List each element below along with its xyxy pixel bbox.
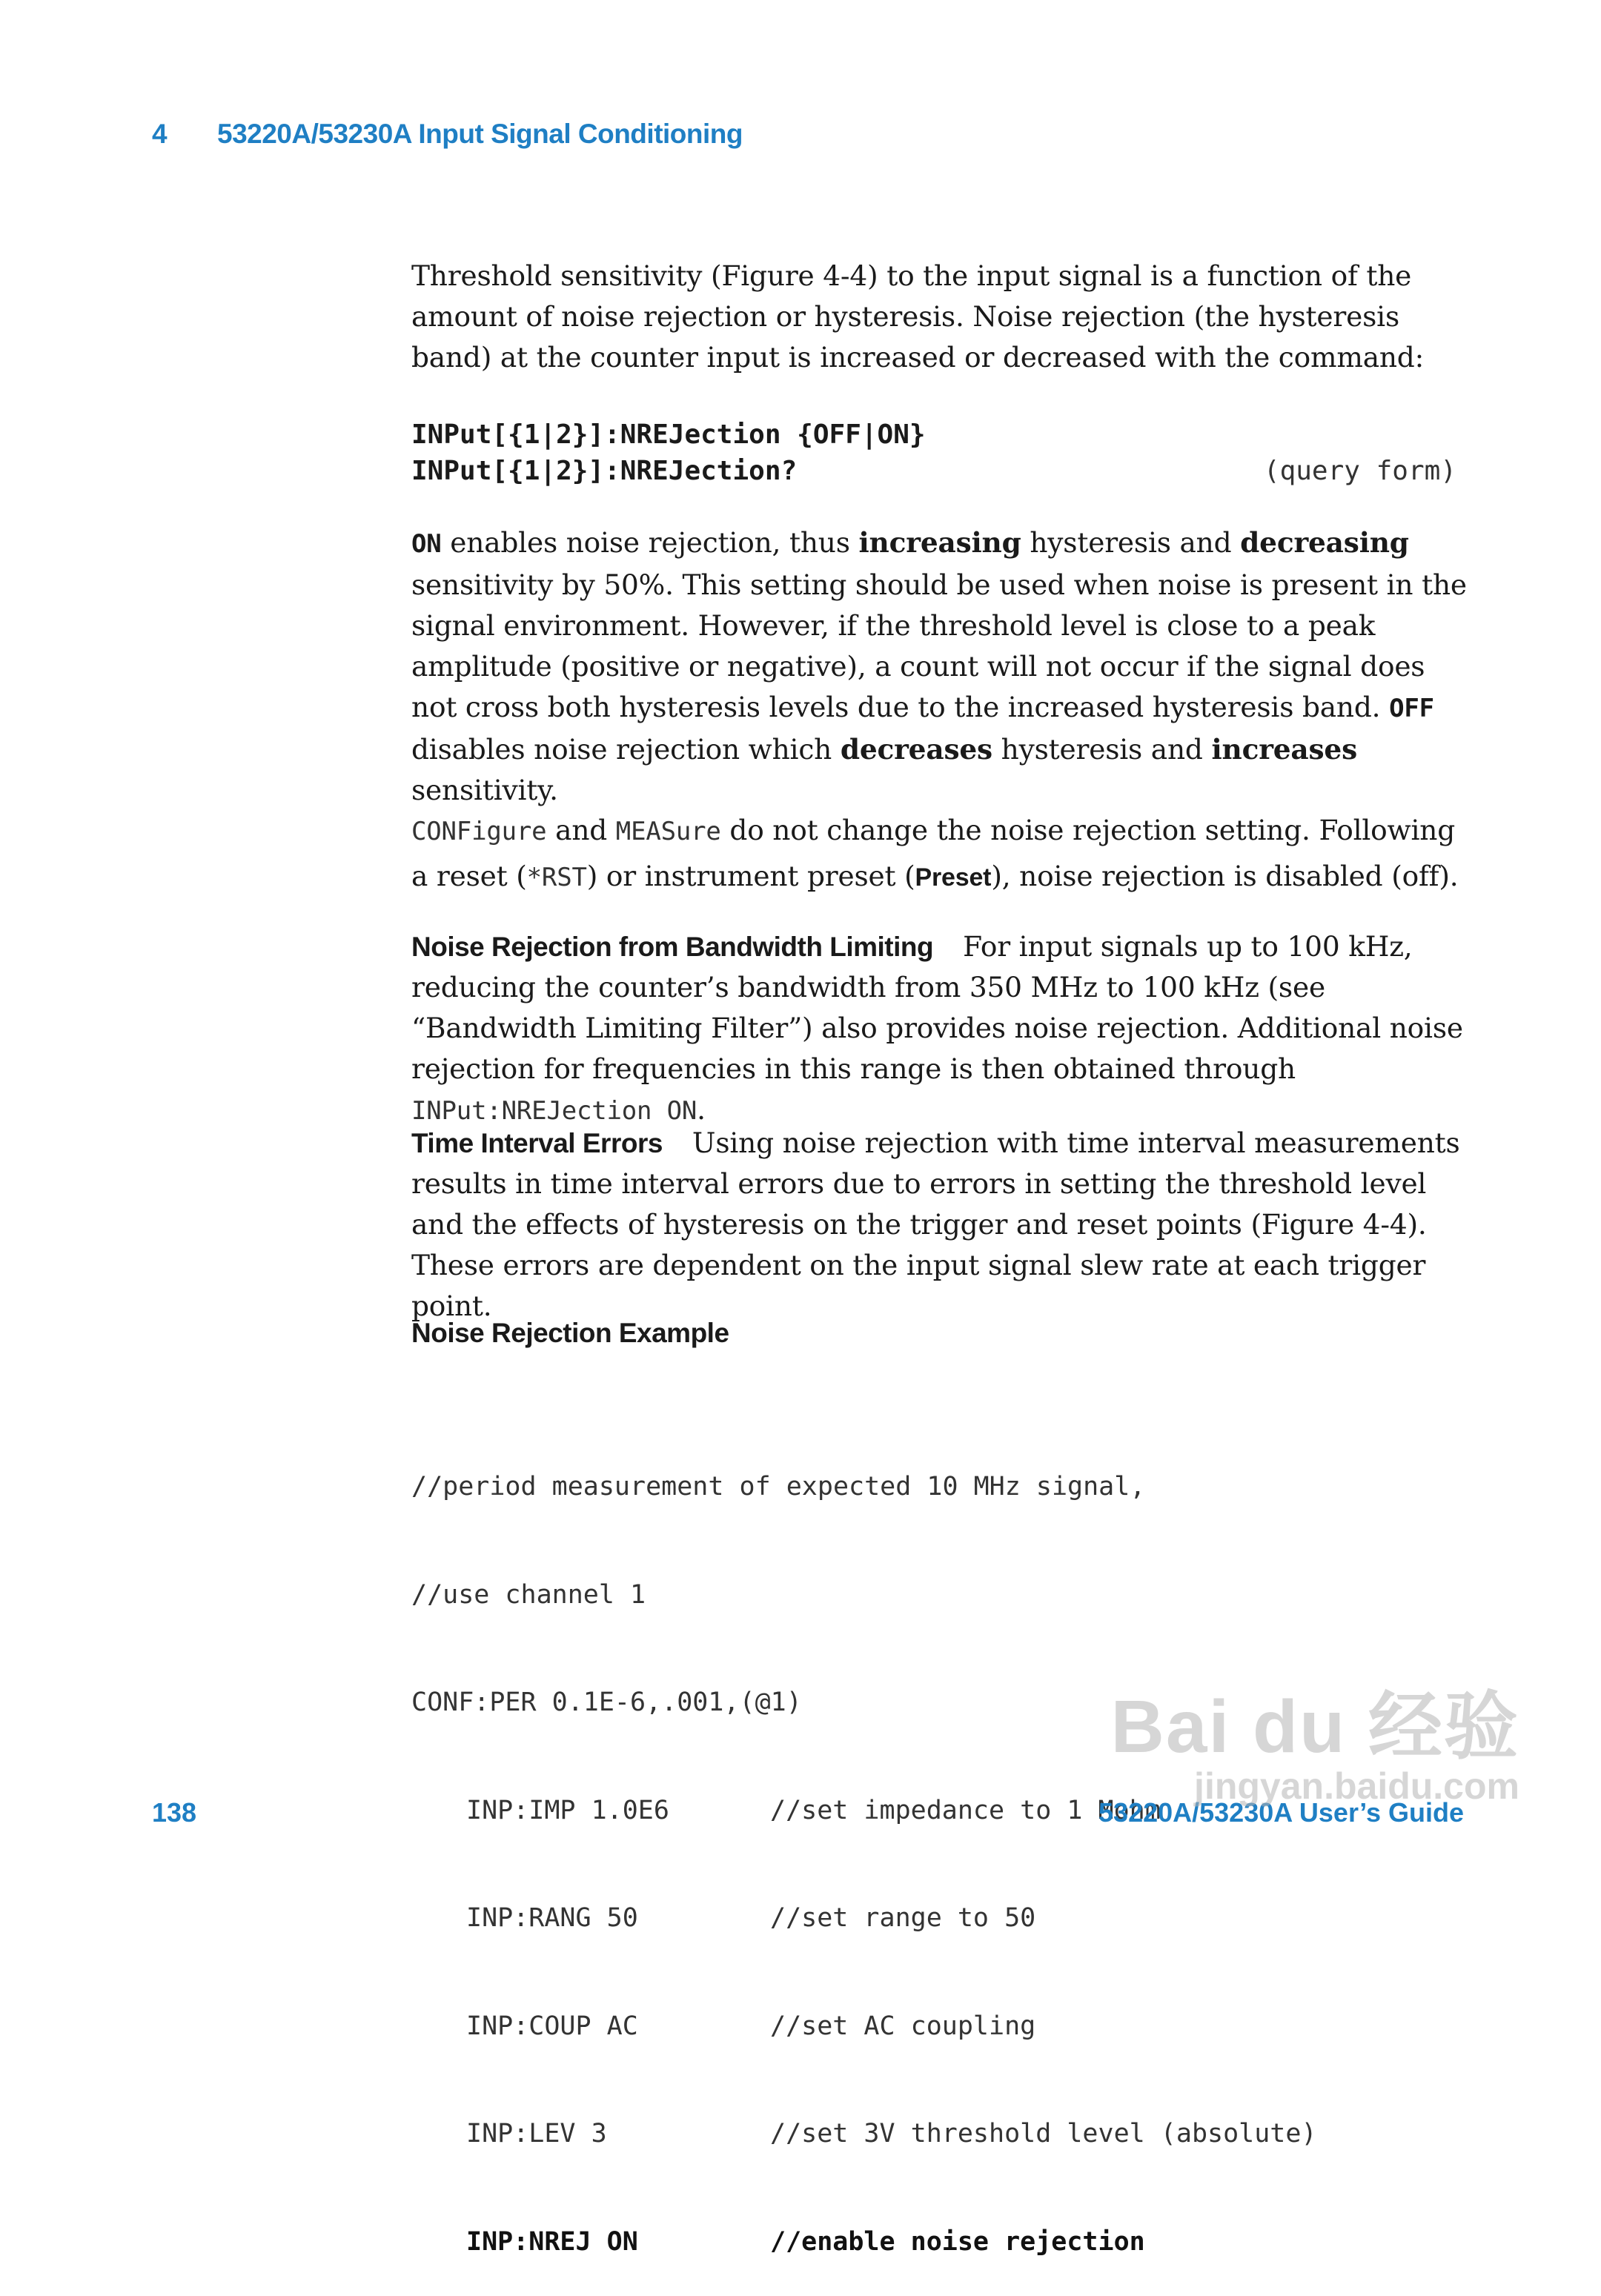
command-line-query: [411, 453, 1471, 489]
chapter-number: 4: [152, 119, 168, 149]
paragraph-text: [411, 926, 1471, 1132]
run-in-heading: Time Interval Errors: [411, 1128, 663, 1158]
code-line: //period measurement of expected 10 MHz signal,: [411, 1472, 1146, 1502]
text-span: .: [697, 1093, 706, 1126]
command-query: INPut[{1|2}]:NREJection?: [411, 456, 798, 486]
text-span: sensitivity.: [411, 774, 558, 806]
code-line: [411, 2116, 1317, 2152]
code-command: INP:COUP AC: [466, 2011, 638, 2041]
paragraph-threshold-sensitivity: [411, 256, 1471, 378]
code-line: CONF:PER 0.1E-6,.001,(@1): [411, 1688, 802, 1717]
query-form-label: (query form): [1263, 456, 1456, 486]
text-span: enables noise rejection, thus: [441, 526, 859, 559]
code-command: INP:RANG 50: [466, 1903, 638, 1933]
code-rst: *RST: [526, 863, 587, 892]
text-span: disables noise rejection which: [411, 733, 841, 766]
paragraph-text: [411, 1123, 1471, 1327]
text-span: hysteresis and: [992, 733, 1212, 766]
code-line: [411, 1900, 1317, 1937]
watermark-url: jingyan.baidu.com: [1194, 1765, 1519, 1807]
keyword-on: ON: [411, 529, 442, 559]
code-measure: MEASure: [615, 817, 721, 846]
code-comment: //set AC coupling: [770, 2011, 1036, 2041]
paragraph-on-off: [411, 522, 1471, 811]
code-example: [411, 1397, 1317, 2296]
running-header: [152, 119, 743, 150]
text-span: For input signals up to 100 kHz, reducing the counter’s bandwidth from 350 MHz to 100 kHz (see “Bandwidth Limiting Filter”) also provides noise rejection. Additional noise rejection for frequencies in this range is then obtained through: [411, 930, 1463, 1085]
bold-decreases: decreases: [840, 733, 992, 766]
code-nrejection-on: INPut:NREJection ON: [411, 1096, 697, 1126]
code-line: //use channel 1: [411, 1579, 646, 1610]
text-span: and: [546, 814, 616, 846]
paragraph-configure-measure: [411, 808, 1471, 900]
text-span: ), noise rejection is disabled (off).: [991, 860, 1459, 892]
run-in-heading: Noise Rejection from Bandwidth Limiting: [411, 932, 934, 962]
text-span: ) or instrument preset (: [586, 860, 915, 892]
text-span: Using noise rejection with time interval measurements results in time interval errors due to errors in setting the threshold level and the effects of hysteresis on the trigger and reset points (Figure 4-4). These errors are dependent on the input signal slew rate at each trigger point.: [411, 1127, 1460, 1322]
text-span: hysteresis and: [1021, 526, 1241, 559]
bold-increases: increases: [1211, 733, 1357, 766]
paragraph-text: [411, 522, 1471, 811]
code-command: INP:LEV 3: [466, 2119, 607, 2149]
watermark: [1110, 1685, 1519, 1808]
code-configure: CONFigure: [411, 817, 547, 846]
chapter-title: 53220A/53230A Input Signal Conditioning: [217, 119, 743, 149]
paragraph-bandwidth-limiting: [411, 926, 1471, 1132]
key-preset: Preset: [915, 863, 992, 892]
code-command: INP:IMP 1.0E6: [466, 1795, 669, 1825]
code-line: [411, 2008, 1317, 2045]
bold-decreasing: decreasing: [1240, 526, 1409, 559]
command-set: INPut[{1|2}]:NREJection {OFF|ON}: [411, 419, 926, 450]
text-span: do not change the noise rejection setting. Following a reset (: [411, 814, 1455, 892]
guide-title: 53220A/53230A User’s Guide: [1098, 1797, 1464, 1828]
code-comment: //set range to 50: [770, 1903, 1036, 1933]
paragraph-time-interval-errors: [411, 1123, 1471, 1327]
command-syntax-block: [411, 417, 1471, 489]
keyword-off: OFF: [1389, 694, 1434, 723]
page-number: 138: [152, 1797, 197, 1828]
command-line-set: [411, 417, 1471, 453]
code-command: INP:NREJ ON: [466, 2226, 638, 2257]
example-heading: Noise Rejection Example: [411, 1318, 729, 1348]
paragraph-text: [411, 808, 1471, 900]
paragraph-text: Threshold sensitivity (Figure 4-4) to the input signal is a function of the amount of noise rejection or hysteresis. Noise rejection (the hysteresis band) at the counter input is increased or decreased with the command:: [411, 259, 1425, 374]
text-span: sensitivity by 50%. This setting should be used when noise is present in the signal environment. However, if the threshold level is close to a peak amplitude (positive or negative), a count will not occur if the signal does not cross both hysteresis levels due to the increased hysteresis band.: [411, 568, 1467, 723]
bold-increasing: increasing: [858, 526, 1021, 559]
code-comment: //set impedance to 1 Mohm: [770, 1795, 1161, 1825]
code-comment: //set 3V threshold level (absolute): [770, 2119, 1317, 2149]
code-line-highlight: [411, 2224, 1317, 2260]
code-comment: //enable noise rejection: [770, 2226, 1145, 2257]
watermark-brand: Bai du 经验: [1110, 1685, 1519, 1768]
